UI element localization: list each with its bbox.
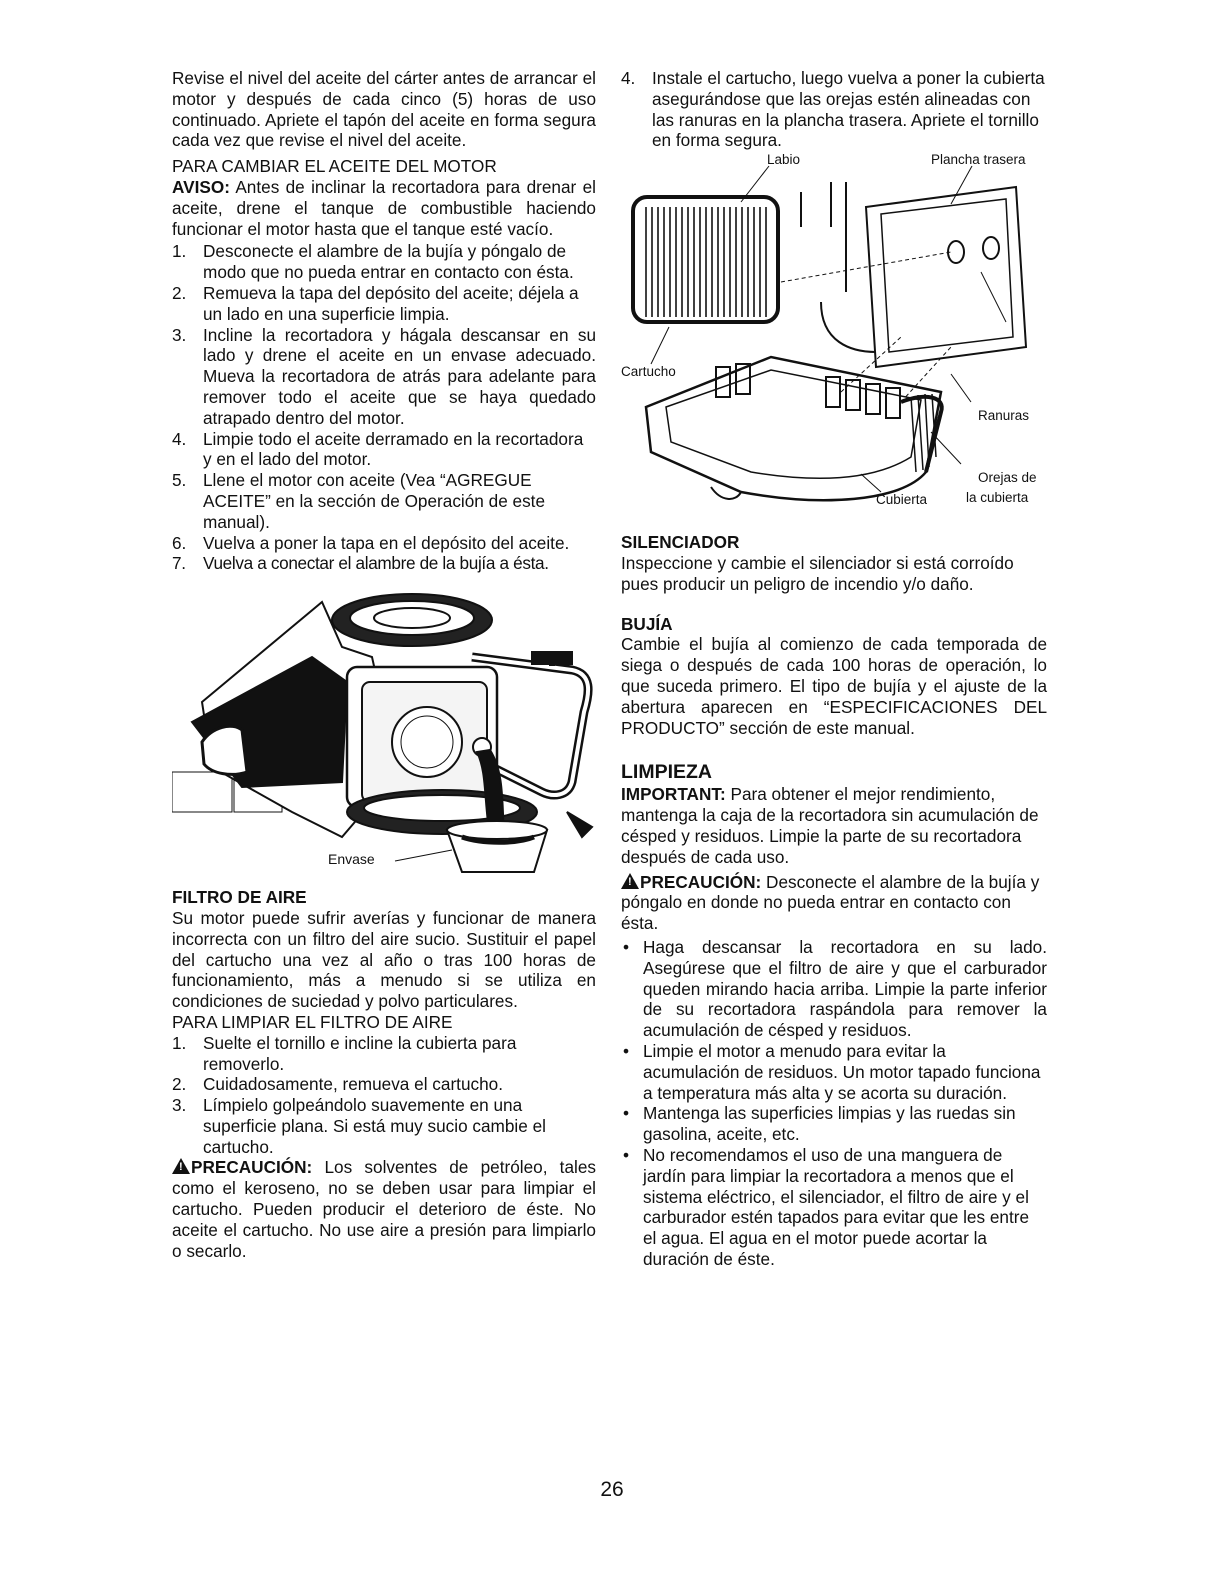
bullet-icon: •	[623, 1144, 630, 1165]
step-text: Suelte el tornillo e incline la cubierta para removerlo.	[203, 1032, 517, 1074]
clean-filter-heading: PARA LIMPIAR EL FILTRO DE AIRE	[172, 1011, 453, 1032]
page-number: 26	[600, 1478, 624, 1501]
oil-change-steps	[172, 241, 596, 574]
step-text: Desconecte el alambre de la bujía y póngalo de modo que no pueda entrar en contacto con ésta.	[203, 241, 574, 283]
warning-triangle-icon	[621, 873, 639, 889]
right-column	[621, 68, 1047, 1270]
air-filter-text: Su motor puede sufrir averías y funcionar de manera incorrecta con un filtro del aire sucio. Sustituir el papel del cartucho una vez al año o tras 100 horas de funcionamiento, más a menudo si se utiliza en condiciones de suciedad y polvo particulares.	[172, 907, 596, 1012]
air-filter-heading: FILTRO DE AIRE	[172, 887, 307, 908]
step-number: 3.	[172, 1095, 187, 1116]
bullet-text: Haga descansar la recortadora en su lado. Asegúrese que el filtro de aire y que el carburador queden mirando hacia arriba. Limpie la parte inferior de su recortadora raspándola para remover la acumulación de césped y residuos.	[643, 936, 1047, 1041]
step-text: Remueva la tapa del depósito del aceite; déjela a un lado en una superficie limpia.	[203, 282, 579, 324]
plancha-trasera-label: Plancha trasera	[931, 152, 1026, 168]
list-item	[621, 1145, 1047, 1270]
list-item	[172, 283, 596, 325]
step-number: 4.	[621, 68, 636, 88]
step-text: Limpie todo el aceite derramado en la recortadora y en el lado del motor.	[203, 428, 584, 470]
step-text: Cuidadosamente, remueva el cartucho.	[203, 1074, 503, 1095]
list-item	[172, 470, 596, 532]
list-item	[172, 325, 596, 429]
list-item	[172, 553, 596, 574]
list-item	[621, 1041, 1047, 1103]
list-item	[172, 241, 596, 283]
spark-plug-heading: BUJÍA	[621, 613, 673, 634]
step-text: Límpielo golpeándolo suavemente en una superficie plana. Si está muy sucio cambie el cartucho.	[203, 1095, 546, 1157]
notice-paragraph	[172, 177, 596, 239]
list-item	[172, 429, 596, 471]
step-text: Incline la recortadora y hágala descansar en su lado y drene el aceite en un envase adecuado. Mueva la recortadora de atrás para adelante para remover todo el aceite que se haya quedado atrapado dentro del motor.	[203, 324, 596, 428]
bullet-text: Limpie el motor a menudo para evitar la acumulación de residuos. Un motor tapado funciona a temperatura más alta y se acorta su duración.	[643, 1040, 1041, 1103]
caution-text: Desconecte el alambre de la bujía y póngalo en donde no pueda entrar en contacto con ésta.	[621, 871, 1040, 934]
step-text: Instale el cartucho, luego vuelva a poner la cubierta asegurándose que las orejas estén alineadas con las ranuras en la plancha trasera. Apriete el tornillo en forma segura.	[652, 68, 1045, 151]
bullet-icon: •	[623, 1103, 630, 1124]
mower-drain-illustration	[172, 582, 596, 887]
warning-triangle-icon	[172, 1158, 190, 1174]
step-number: 2.	[172, 282, 187, 303]
orejas-label-line2: la cubierta	[966, 490, 1029, 506]
caution-label: PRECAUCIÓN:	[640, 871, 762, 892]
important-text: Para obtener el mejor rendimiento, mantenga la caja de la recortadora sin acumulación de césped y residuos. Limpie la parte de su recortadora después de cada uso.	[621, 784, 1039, 867]
filter-cleaning-steps	[172, 1033, 596, 1158]
step-text: Vuelva a conectar el alambre de la bujía a ésta.	[203, 553, 549, 574]
oil-change-heading: PARA CAMBIAR EL ACEITE DEL MOTOR	[172, 156, 497, 177]
muffler-heading: SILENCIADOR	[621, 532, 740, 553]
step-number: 4.	[172, 428, 187, 449]
list-item	[172, 1074, 596, 1095]
labio-label: Labio	[767, 152, 801, 168]
filter-install-step	[621, 68, 1047, 151]
oil-check-intro: Revise el nivel del aceite del cárter antes de arrancar el motor y después de cada cinco (5) horas de uso continuado. Apriete el tapón del aceite en forma segura cada vez que revise el nivel del aceite.	[172, 68, 596, 151]
bullet-icon: •	[623, 936, 630, 957]
notice-label: AVISO:	[172, 176, 230, 197]
envase-label: Envase	[328, 851, 375, 868]
step-number: 2.	[172, 1074, 187, 1095]
bullet-text: Mantenga las superficies limpias y las ruedas sin gasolina, aceite, etc.	[643, 1103, 1016, 1145]
cleaning-bullets	[621, 937, 1047, 1270]
caution-text: Los solventes de petróleo, tales como el keroseno, no se deben usar para limpiar el cartucho. Pueden producir el deterioro de éste. No aceite el cartucho. No use aire a presión para limpiarlo o secarlo.	[172, 1157, 596, 1261]
bullet-icon: •	[623, 1040, 630, 1061]
ranuras-label: Ranuras	[978, 408, 1030, 424]
caution-label: PRECAUCIÓN:	[191, 1157, 313, 1178]
list-item	[621, 1103, 1047, 1145]
list-item	[621, 68, 1047, 151]
air-filter-figure	[621, 152, 1047, 532]
important-label: IMPORTANT:	[621, 784, 726, 805]
step-number: 5.	[172, 470, 187, 491]
cleaning-caution	[621, 872, 1047, 934]
cartucho-label: Cartucho	[621, 364, 676, 380]
step-number: 1.	[172, 1032, 187, 1053]
cleaning-heading: LIMPIEZA	[621, 761, 712, 784]
spark-plug-text: Cambie el bujía al comienzo de cada temporada de siega o después de cada 100 horas de operación, lo que suceda primero. El tipo de bujía y el ajuste de la abertura aparecen en “ESPECIFICACIONES DEL PRODUCTO” sección de este manual.	[621, 634, 1047, 738]
bullet-text: No recomendamos el uso de una manguera de jardín para limpiar la recortadora a menos que el sistema eléctrico, el silenciador, el filtro de aire y el carburador estén tapados para evitar que les entre el agua. El agua en el motor puede acortar la duración de éste.	[643, 1144, 1030, 1269]
notice-text: Antes de inclinar la recortadora para drenar el aceite, drene el tanque de combustible haciendo funcionar el motor hasta que el tanque esté vacío.	[172, 176, 596, 239]
cubierta-label: Cubierta	[876, 492, 928, 508]
step-number: 1.	[172, 241, 187, 262]
list-item	[172, 533, 596, 554]
left-column	[172, 68, 596, 1261]
step-number: 3.	[172, 324, 187, 345]
muffler-text: Inspeccione y cambie el silenciador si está corroído pues producir un peligro de incendio y/o daño.	[621, 552, 1014, 594]
list-item	[172, 1033, 596, 1075]
orejas-label-line1: Orejas de	[978, 470, 1037, 486]
step-number: 6.	[172, 532, 187, 553]
step-text: Llene el motor con aceite (Vea “AGREGUE ACEITE” en la sección de Operación de este manual).	[203, 470, 546, 532]
oil-drain-figure	[172, 582, 596, 887]
step-text: Vuelva a poner la tapa en el depósito del aceite.	[203, 532, 570, 553]
list-item	[621, 937, 1047, 1041]
step-number: 7.	[172, 553, 186, 574]
list-item	[172, 1095, 596, 1157]
important-paragraph	[621, 784, 1047, 867]
filter-caution	[172, 1157, 596, 1261]
